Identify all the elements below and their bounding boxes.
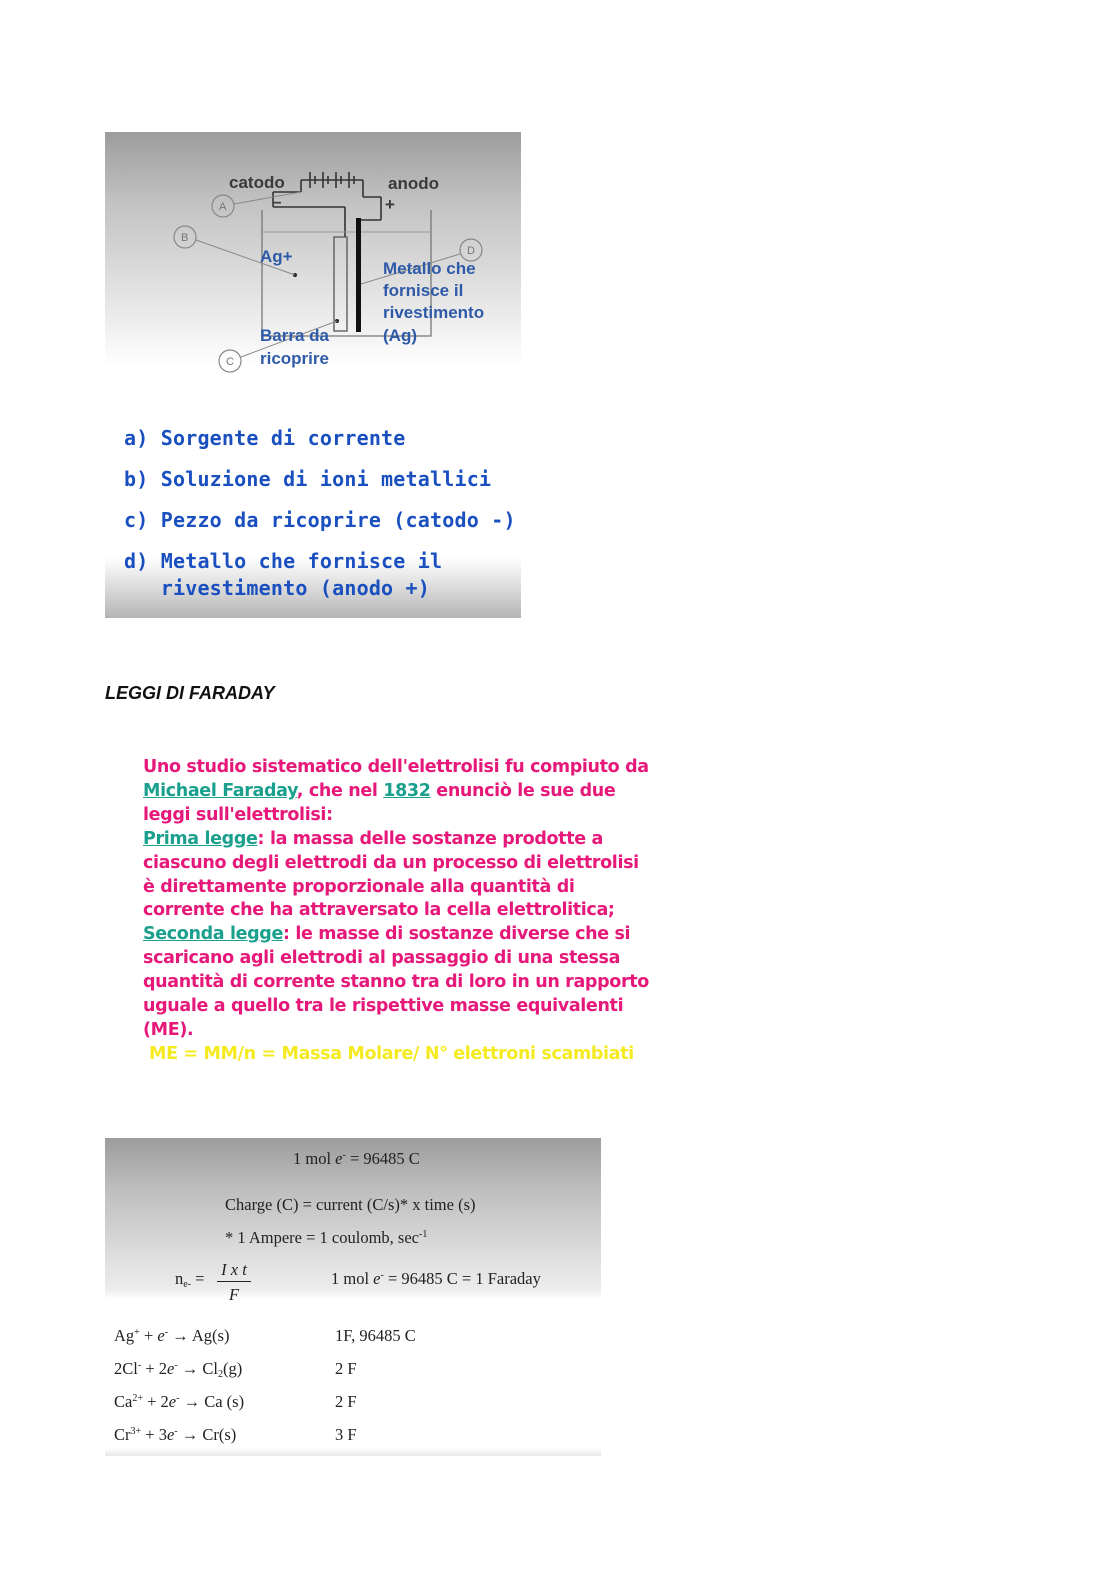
svg-text:D: D [467, 245, 475, 257]
faraday-definition: 1 mol e- = 96485 C = 1 Faraday [331, 1269, 541, 1288]
anode-metal [356, 218, 361, 332]
text-line [143, 780, 653, 804]
faraday-constant-table [105, 1138, 601, 1456]
anodo-label: anodo [388, 174, 439, 193]
ne-fraction: $\frac{\text{I x t}}{F}$ [217, 1260, 251, 1305]
seconda-legge-link[interactable]: Seconda legge [143, 924, 283, 945]
text-line: corrente che ha attraversato la cella elettrolitica; [143, 900, 615, 921]
battery-symbol [273, 172, 381, 237]
legend-item-d-cont: rivestimento (anodo +) [124, 576, 431, 600]
reaction-row: Ag+ + e- → Ag(s) [114, 1326, 230, 1345]
minus-sign: – [272, 192, 282, 211]
year-1832-link[interactable]: 1832 [383, 780, 431, 801]
text-line: leggi sull'elettrolisi: [143, 804, 333, 825]
ag-ion-label: Ag+ [260, 247, 293, 266]
reaction-row: $2Cl^- + 2e^- \to Cl_2(g)$ [114, 1359, 243, 1380]
reaction-charge: 2 F [335, 1359, 357, 1378]
plus-sign: + [385, 195, 395, 214]
electroplating-figure [105, 132, 521, 618]
metallo-label-line4: (Ag) [383, 326, 417, 345]
electroplating-diagram [105, 132, 521, 618]
metallo-label-line2: fornisce il [383, 281, 464, 300]
cathode-bar [334, 237, 347, 331]
text-fragment: enunciò le sue due [430, 780, 616, 801]
charge-formula: Charge (C) = current (C/s)* x time (s) [225, 1195, 476, 1214]
reaction-charge: 3 F [335, 1425, 357, 1444]
catodo-label: catodo [229, 173, 285, 192]
text-line: Uno studio sistematico dell'elettrolisi fu compiuto da [143, 757, 649, 777]
text-line: è direttamente proporzionale alla quantità di [143, 876, 575, 897]
faraday-laws-text [143, 756, 653, 1067]
legend-item-a: a) Sorgente di corrente [124, 426, 406, 450]
ne-formula-label: $n_{e-}$ = [175, 1269, 205, 1290]
text-line: uguale a quello tra le rispettive masse equivalenti [143, 996, 624, 1017]
text-fragment: , che nel [296, 780, 384, 801]
text-line: ciascuno degli elettrodi da un processo di elettrolisi [143, 852, 639, 873]
reaction-charge: 1F, 96485 C [335, 1326, 416, 1345]
svg-text:C: C [226, 356, 234, 368]
legend-item-d: d) Metallo che fornisce il [124, 549, 443, 573]
svg-text:B: B [181, 232, 189, 244]
legend-item-c: c) Pezzo da ricoprire (catodo -) [124, 508, 516, 532]
me-formula: ME = MM/n = Massa Molare/ N° elettroni scambiati [149, 1043, 634, 1064]
legend-item-b: b) Soluzione di ioni metallici [124, 467, 492, 491]
text-fragment: : le masse di sostanze diverse che si [283, 924, 631, 945]
michael-faraday-link[interactable]: Michael Faraday [143, 780, 297, 801]
reaction-charge: 2 F [335, 1392, 357, 1411]
reaction-row: $Ca^{2+} + 2e^- \to Ca$ (s) [114, 1392, 245, 1411]
mol-electron-line: 1 mol e- = 96485 C [293, 1149, 420, 1168]
barra-label-line2: ricoprire [260, 349, 329, 368]
reaction-row: $Cr^{3+} + 3e^- \to Cr(s)$ [114, 1425, 237, 1444]
text-line [143, 923, 653, 947]
prima-legge-link[interactable]: Prima legge [143, 828, 258, 849]
text-line: quantità di corrente stanno tra di loro in un rapporto [143, 972, 649, 993]
barra-label-line1: Barra da [260, 326, 329, 345]
metallo-label-line3: rivestimento [383, 303, 485, 322]
ampere-definition: * 1 Ampere = 1 coulomb, $\sec^{-1}$ [225, 1228, 428, 1247]
svg-text:A: A [219, 201, 227, 213]
text-line: (ME). [143, 1019, 194, 1040]
text-fragment: : la massa delle sostanze prodotte a [257, 828, 603, 849]
text-line: scaricano agli elettrodi al passaggio di una stessa [143, 948, 621, 969]
metallo-label-line1: Metallo che [383, 259, 476, 278]
callout-a [212, 192, 301, 217]
text-line [143, 828, 653, 852]
section-heading: LEGGI DI FARADAY [105, 683, 275, 703]
